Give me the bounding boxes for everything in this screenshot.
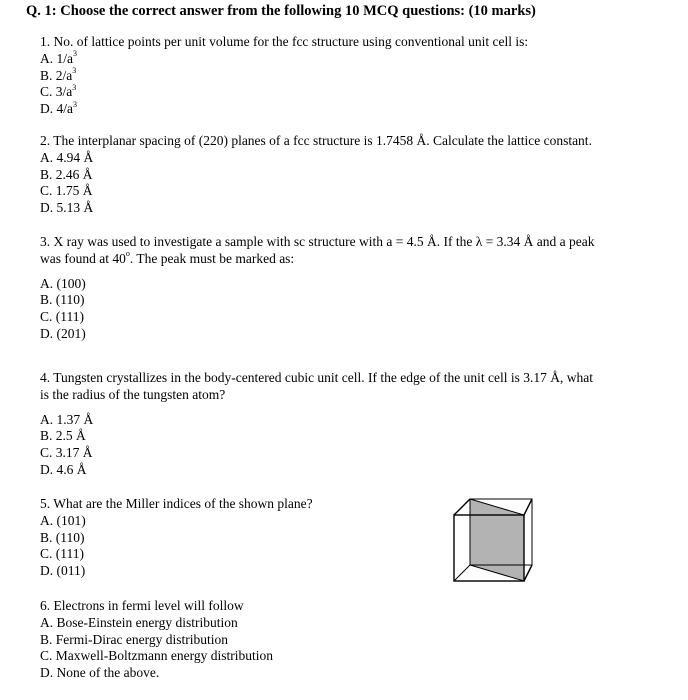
question-3-stem-line-1: 3. X ray was used to investigate a sample with sc structure with a = 4.5 Å. If the λ = 3.34 Å and a peak	[40, 234, 595, 249]
question-2-option-d: D. 5.13 Å	[40, 200, 94, 216]
question-4-option-c: C. 3.17 Å	[40, 445, 93, 461]
cube-edge	[524, 565, 532, 581]
question-6-option-d: D. None of the above.	[40, 665, 160, 681]
cube-edge	[454, 499, 470, 515]
question-3-option-a: A. (100)	[40, 275, 86, 291]
question-1-option-c: C. $3/a^3$	[40, 82, 77, 100]
question-2-option-b: B. 2.46 Å	[40, 166, 93, 182]
question-4-stem-line-1: 4. Tungsten crystallizes in the body-centered cubic unit cell. If the edge of the unit cell is 3.17 Å, what	[40, 370, 593, 385]
cube-with-shaded-plane-icon	[448, 497, 534, 583]
cube-edge	[524, 499, 532, 515]
question-1-option-b: B. $2/a^3$	[40, 66, 77, 83]
question-3-stem-line-2: was found at 40$^o$. The peak must be marked as:	[40, 249, 295, 266]
question-5-stem: 5. What are the Miller indices of the shown plane?	[40, 496, 313, 511]
question-2-option-a: A. 4.94 Å	[40, 149, 94, 165]
question-4-option-d: D. 4.6 Å	[40, 461, 87, 477]
question-4-option-b: B. 2.5 Å	[40, 428, 86, 444]
question-1-option-a: A. $1/a^3$	[40, 49, 77, 66]
question-3-option-c: C. (111)	[40, 309, 84, 325]
cube-edge	[454, 565, 470, 581]
question-3-option-b: B. (110)	[40, 292, 85, 308]
question-5-option-b: B. (110)	[40, 529, 85, 545]
question-5-option-a: A. (101)	[40, 512, 86, 528]
question-3-option-d: D. (201)	[40, 325, 86, 341]
question-4-stem-line-2: is the radius of the tungsten atom?	[40, 386, 226, 402]
question-2-stem: 2. The interplanar spacing of (220) planes of a fcc structure is 1.7458 Å. Calculate the lattice constant.	[40, 133, 592, 148]
page-title: Q. 1: Choose the correct answer from the following 10 MCQ questions: (10 marks)	[26, 3, 536, 19]
question-6	[40, 598, 273, 682]
question-2-option-c: C. 1.75 Å	[40, 183, 93, 199]
question-6-option-c: C. Maxwell-Boltzmann energy distribution	[40, 648, 273, 664]
question-6-option-b: B. Fermi-Dirac energy distribution	[40, 631, 228, 647]
question-4-option-a: A. 1.37 Å	[40, 411, 94, 427]
question-1	[40, 34, 528, 118]
question-1-stem: 1. No. of lattice points per unit volume for the fcc structure using conventional unit cell is:	[40, 34, 529, 49]
question-5	[40, 496, 313, 580]
question-6-stem: 6. Electrons in fermi level will follow	[40, 598, 244, 613]
question-4	[40, 370, 593, 479]
question-6-option-a: A. Bose-Einstein energy distribution	[40, 614, 238, 630]
question-2	[40, 133, 592, 217]
shaded-plane	[470, 499, 524, 581]
question-5-option-d: D. (011)	[40, 563, 86, 579]
question-1-option-d: D. $4/a^3$	[40, 99, 77, 117]
question-5-option-c: C. (111)	[40, 546, 84, 562]
question-3	[40, 234, 595, 343]
